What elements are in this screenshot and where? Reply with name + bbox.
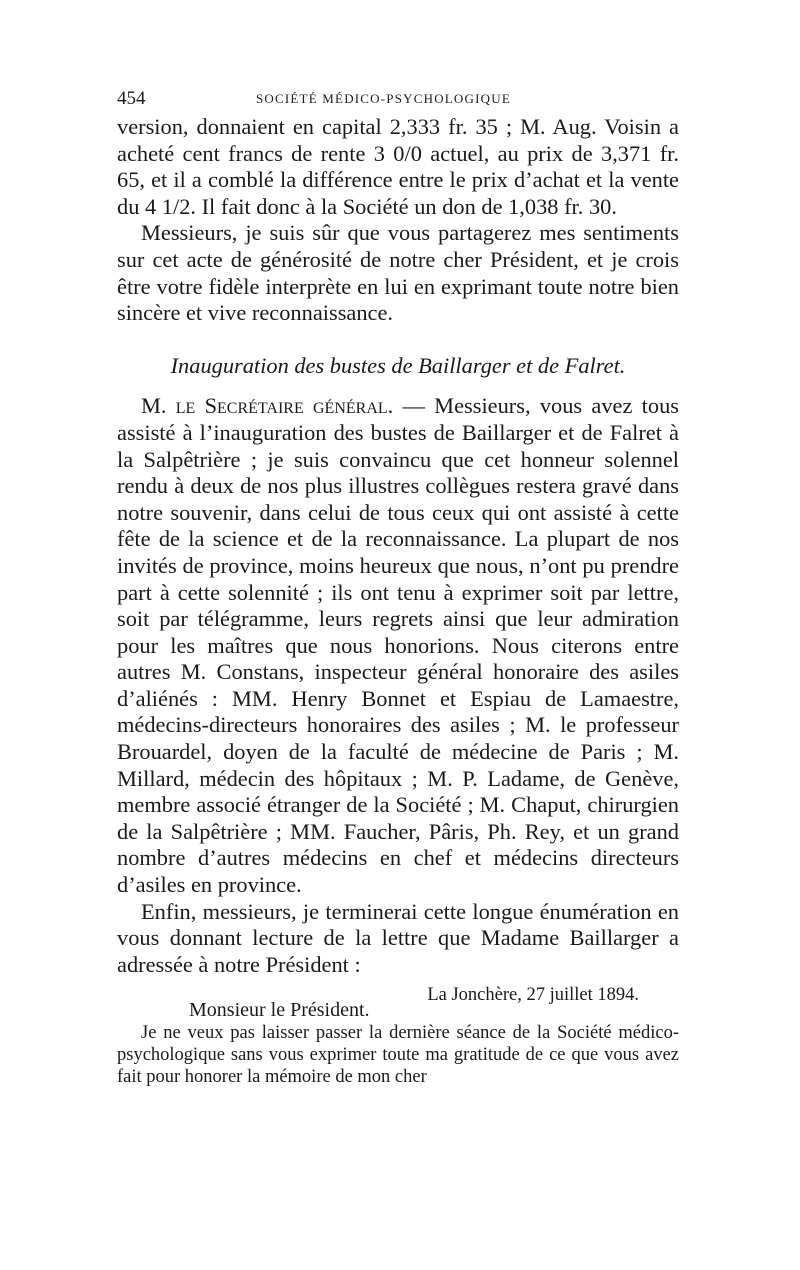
body-text: [117, 114, 679, 978]
paragraph-inauguration: [117, 393, 679, 898]
speaker-name: M. le Secrétaire général.: [141, 393, 394, 419]
letter-salutation: Monsieur le Président.: [189, 999, 370, 1022]
letter-place-date: La Jonchère, 27 juillet 1894.: [427, 985, 639, 1006]
running-head: [117, 88, 679, 114]
paragraph-inauguration-text: — Messieurs, vous avez tous assisté à l’inauguration des bustes de Baillarger et de Falret à la Salpêtrière ; je suis convaincu que cet honneur solennel rendu à deux de nos plus illustres collègues restera gravé dans notre souvenir, dans celui de tous ceux qui ont assisté à cette fête de la science et de la reconnaissance. La plupart de nos invités de province, moins heureux que nous, n’ont pu prendre part à cette solennité ; ils ont tenu à exprimer soit par lettre, soit par télégramme, leurs regrets ainsi que leur admiration pour les maîtres que nous honorions. Nous citerons entre autres M. Constans, inspecteur général honoraire des asiles d’aliénés : MM. Henry Bonnet et Espiau de Lamaestre, médecins-directeurs honoraires des asiles ; M. le professeur Brouardel, doyen de la faculté de médecine de Paris ; M. Millard, médecin des hôpitaux ; M. P. Ladame, de Genève, membre associé étranger de la Société ; M. Chaput, chirurgien de la Salpêtrière ; MM. Faucher, Pâris, Ph. Rey, et un grand nombre d’autres médecins en chef et médecins directeurs d’asiles en province.: [117, 393, 679, 898]
running-title: SOCIÉTÉ MÉDICO-PSYCHOLOGIQUE: [256, 91, 511, 106]
paragraph-donation: version, donnaient en capital 2,333 fr. 35 ; M. Aug. Voisin a acheté cent francs de rente 3 0/0 actuel, au prix de 3,371 fr. 65, et il a comblé la différence entre le prix d’achat et la vente du 4 1/2. Il fait donc à la Société un don de 1,038 fr. 30.: [117, 114, 679, 219]
letter-body: Je ne veux pas laisser passer la dernière séance de la Société médico-psychologique sans vous exprimer toute ma gratitude de ce que vous avez fait pour honorer la mémoire de mon cher: [117, 1023, 679, 1088]
paragraph-letter-intro: Enfin, messieurs, je terminerai cette longue énumération en vous donnant lecture de la lettre que Madame Baillarger a adressée à notre Président :: [117, 898, 679, 977]
quoted-letter: [117, 984, 679, 1088]
section-heading: Inauguration des bustes de Baillarger et de Falret.: [170, 352, 626, 378]
paragraph-thanks: Messieurs, je suis sûr que vous partagerez mes sentiments sur cet acte de générosité de notre cher Président, et je crois être votre fidèle interprète en lui en exprimant toute notre bien sincère et vive reconnaissance.: [117, 220, 679, 326]
page-number: 454: [117, 88, 146, 109]
book-page: [117, 88, 679, 1088]
